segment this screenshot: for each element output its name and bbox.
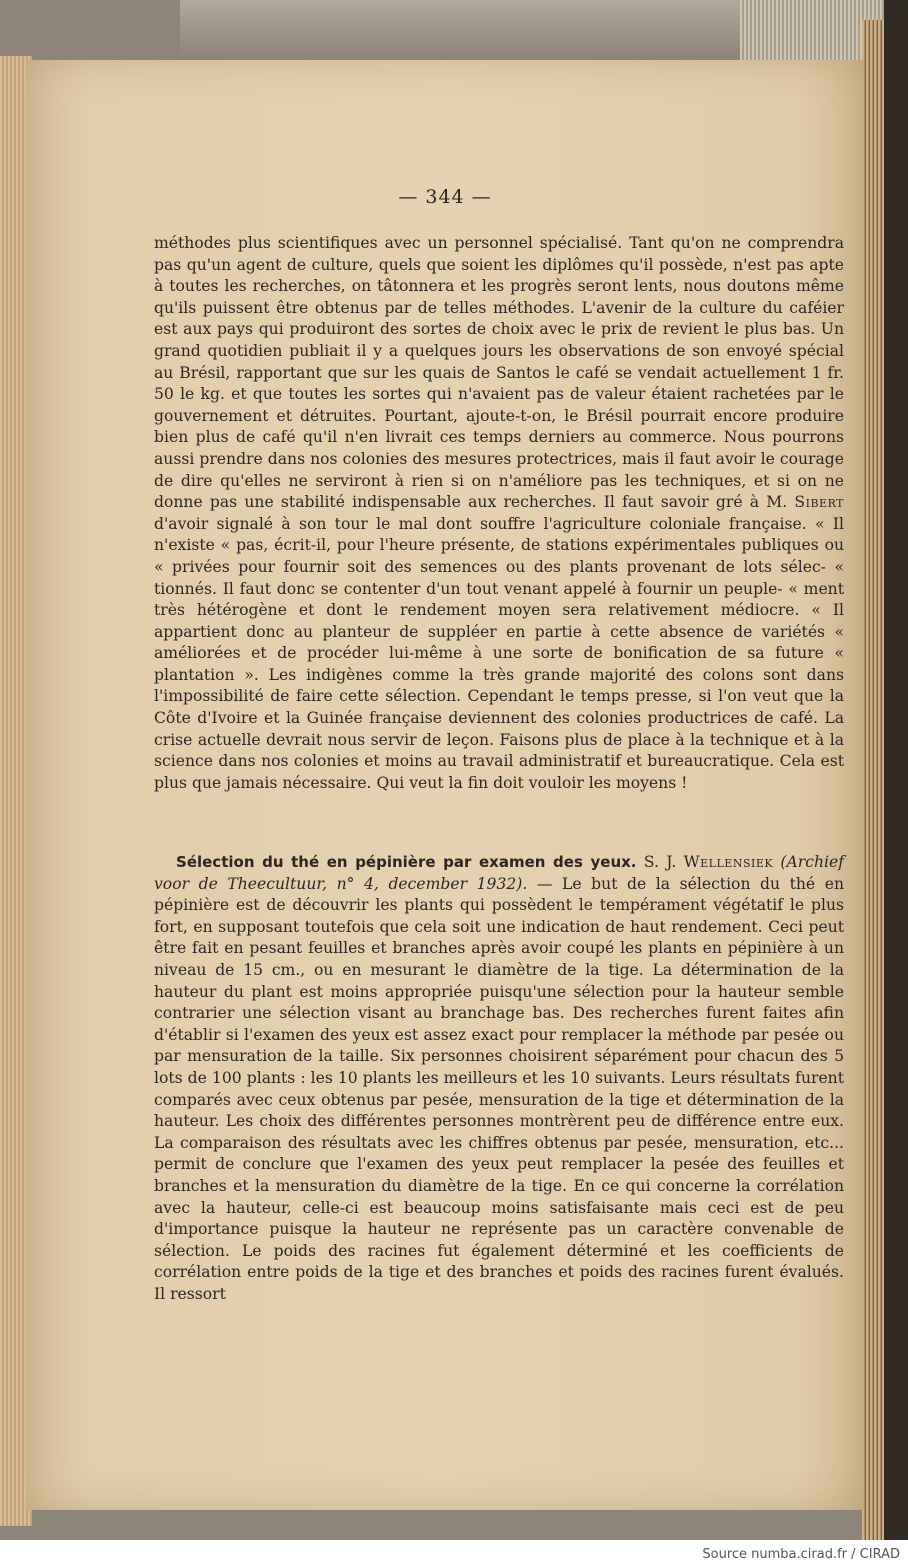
page-number: — 344 — [398,186,492,208]
book-page [26,60,864,1510]
article-citation: (Archief voor de Theecultuur, n° 4, december 1932). [154,853,844,893]
section-1-text-continued: d'avoir signalé à son tour le mal dont souffre l'agriculture coloniale française. « Il n'existe « pas, écrit-il, pour l'heure présente, de stations expérimentales publiques ou « privées pour fournir soit des semences ou des plants provenant de lots sélec- « tionnés. Il faut donc se contenter d'un tout venant appelé à fournir un peuple- « ment très hétérogène et dont le rendement moyen sera relativement médiocre. « Il appartient donc au planteur de suppléer en partie à cette absence de variétés « améliorées et de procéder lui-même à une sorte de bonification de sa future « plantation ». Les indigènes comme la très grande majorité des colons sont dans l'impossibilité de faire cette sélection. Cependant le temps presse, si l'on veut que la Côte d'Ivoire et la Guinée française deviennent des colonies productrices de café. La crise actuelle devrait nous servir de leçon. Faisons plus de place à la technique et à la science dans nos colonies et moins au travail administratif et bureaucratique. Cela est plus que jamais nécessaire. Qui veut la fin doit vouloir les moyens ! [154,514,844,792]
page-stack-right-edge [862,20,884,1540]
article-heading: Sélection du thé en pépinière par examen des yeux. [176,853,637,871]
person-name-sibert: Sibert [794,493,844,512]
section-1-paragraph [154,233,844,794]
source-credit: Source numba.cirad.fr / CIRAD [702,1547,900,1562]
section-2-text: — Le but de la sélection du thé en pépinière est de découvrir les plants qui possèdent le tempérament végétatif le plus fort, en supposant toutefois que cela soit une indication de haut rendement. Ceci peut être fait en pesant feuilles et branches après avoir coupé les plants en pépinière à un niveau de 15 cm., ou en mesurant le diamètre de la tige. La détermination de la hauteur du plant est moins appropriée puisqu'une sélection pour la hauteur semble contrarier une sélection visant au branchage bas. Des recherches furent faites afin d'établir si l'examen des yeux est assez exact pour remplacer la méthode par pesée ou par mensuration de la taille. Six personnes choisirent séparément pour chacun des 5 lots de 100 plants : les 10 plants les meilleurs et les 10 suivants. Leurs résultats furent comparés avec ceux obtenus par pesée, mensuration de la tige et détermination de la hauteur. Les choix des différentes personnes montrèrent peu de différence entre eux. La comparaison des résultats avec les chiffres obtenus par pesée, mensuration, etc... permit de conclure que l'examen des yeux peut remplacer la pesée des feuilles et branches et la mensuration du diamètre de la tige. En ce qui concerne la corrélation avec la hauteur, celle-ci est beaucoup moins satisfaisante mais ceci est de peu d'importance puisque la hauteur ne représente pas un caractère convenable de sélection. Le poids des racines fut également déterminé et les coefficients de corrélation entre poids de la tige et des branches et poids des racines furent évalués. Il ressort [154,874,844,1303]
section-1-text-block [154,233,844,794]
section-2-text-block [154,852,844,1305]
section-2-paragraph [154,852,844,1305]
book-binding-shadow [884,0,908,1540]
author-name: Wellensiek [683,853,774,871]
author-initials: S. J. [643,853,677,871]
section-1-text: méthodes plus scientifiques avec un personnel spécialisé. Tant qu'on ne comprendra pas qu'un agent de culture, quels que soient les diplômes qu'il possède, n'est pas apte à toutes les recherches, on tâtonnera et les progrès seront lents, nous doutons même qu'ils puissent être obtenus par de telles méthodes. L'avenir de la culture du caféier est aux pays qui produiront des sortes de choix avec le prix de revient le plus bas. Un grand quotidien publiait il y a quelques jours les observations de son envoyé spécial au Brésil, rapportant que sur les quais de Santos le café se vendait actuellement 1 fr. 50 le kg. et que toutes les sortes qui n'avaient pas de valeur étaient rachetées par le gouvernement et détruites. Pourtant, ajoute-t-on, le Brésil pourrait encore produire bien plus de café qu'il n'en livrait ces temps derniers au commerce. Nous pourrons aussi prendre dans nos colonies des mesures protectrices, mais il faut avoir le courage de dire qu'elles ne serviront à rien si on n'améliore pas les techniques, et si on ne donne pas une stabilité indispensable aux recherches. Il faut savoir gré à M. [154,234,844,512]
